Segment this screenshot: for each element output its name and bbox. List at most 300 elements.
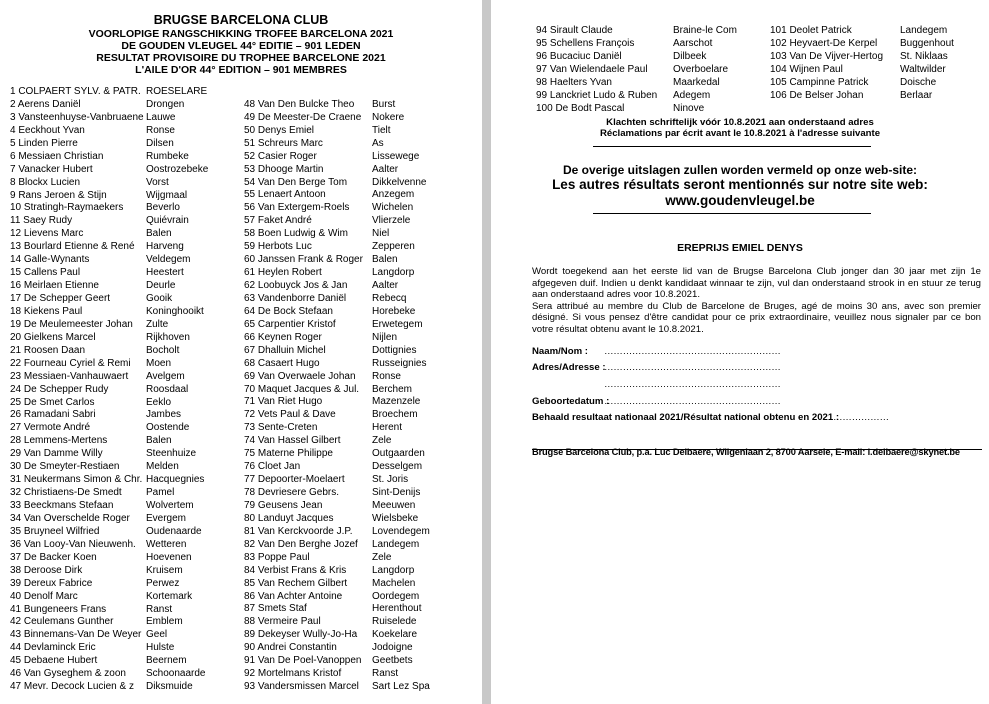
participant-name: 100 De Bodt Pascal [536, 102, 625, 114]
participant-name: 44 Devlaminck Eric [10, 642, 96, 654]
participant-name: 58 Boen Ludwig & Wim [244, 228, 348, 240]
result-row [10, 500, 242, 513]
result-row [10, 332, 242, 345]
result-row [10, 151, 242, 164]
results-column-1 [10, 86, 242, 694]
participant-name: 42 Ceulemans Gunther [10, 616, 114, 628]
result-row [244, 513, 482, 526]
results-column-3 [536, 25, 776, 116]
participant-city: Emblem [146, 616, 183, 628]
participant-name: 37 De Backer Koen [10, 551, 97, 563]
participant-name: 87 Smets Staf [244, 603, 307, 615]
participant-city: Meeuwen [372, 499, 416, 511]
participant-name: 41 Bungeneers Frans [10, 603, 107, 615]
participant-name: 56 Van Extergem-Roels [244, 202, 350, 214]
participant-name: 31 Neukermans Simon & Chr. [10, 474, 143, 486]
result-row [10, 345, 242, 358]
result-row [536, 51, 776, 64]
result-row [10, 513, 242, 526]
participant-city: Niel [372, 228, 390, 240]
participant-city: St. Joris [372, 474, 409, 486]
result-row [10, 228, 242, 241]
participant-name: 64 De Bock Stefaan [244, 305, 333, 317]
participant-city: Aarschot [673, 37, 713, 49]
result-row [244, 332, 482, 345]
result-row [244, 384, 482, 397]
participant-city: Beernem [146, 655, 187, 667]
divider [593, 213, 871, 214]
participant-name: 96 Bucaciuc Daniël [536, 50, 622, 62]
result-row [244, 267, 482, 280]
participant-name: 32 Christiaens-De Smedt [10, 487, 122, 499]
participant-city: Rebecq [372, 292, 407, 304]
result-row [244, 202, 482, 215]
participant-name: 85 Van Rechem Gilbert [244, 577, 348, 589]
result-row [536, 77, 776, 90]
participant-name: 13 Bourlard Etienne & René [10, 241, 135, 253]
participant-city: Zele [372, 435, 392, 447]
participant-name: 45 Debaene Hubert [10, 655, 98, 667]
participant-city: Herent [372, 422, 403, 434]
participant-city: Oostrozebeke [146, 163, 209, 175]
form-name-label: Naam/Nom : [532, 346, 588, 357]
participant-name: 12 Lievens Marc [10, 228, 84, 240]
participant-name: 68 Casaert Hugo [244, 357, 320, 369]
result-row [10, 267, 242, 280]
participant-name: 84 Verbist Frans & Kris [244, 564, 347, 576]
result-row [244, 422, 482, 435]
participant-name: 61 Heylen Robert [244, 267, 322, 279]
participant-city: Kruisem [146, 564, 183, 576]
participant-name: 72 Vets Paul & Dave [244, 409, 336, 421]
participant-name: 70 Maquet Jacques & Jul. [244, 383, 360, 395]
participant-name: 4 Eeckhout Yvan [10, 124, 85, 136]
participant-city: Eeklo [146, 396, 172, 408]
participant-name: 26 Ramadani Sabri [10, 409, 96, 421]
participant-city: Herenthout [372, 603, 422, 615]
participant-name: 82 Van Den Berghe Jozef [244, 538, 358, 550]
participant-name: 30 De Smeyter-Restiaen [10, 461, 120, 473]
participant-name: 104 Wijnen Paul [770, 63, 843, 75]
participant-city: Zulte [146, 318, 169, 330]
participant-name: 75 Materne Philippe [244, 448, 333, 460]
participant-city: Nijlen [372, 331, 398, 343]
result-row [10, 190, 242, 203]
result-row [536, 38, 776, 51]
participant-city: Rijkhoven [146, 331, 190, 343]
participant-name: 103 Van De Vijver-Hertog [770, 50, 884, 62]
participant-city: Deurle [146, 280, 176, 292]
participant-city: Oordegem [372, 590, 420, 602]
participant-name: 60 Janssen Frank & Roger [244, 254, 363, 266]
result-row [10, 254, 242, 267]
participant-city: Adegem [673, 89, 711, 101]
results-page-left [0, 0, 482, 704]
result-row [244, 448, 482, 461]
participant-city: Broechem [372, 409, 418, 421]
result-row [244, 228, 482, 241]
result-row [244, 616, 482, 629]
participant-name: 91 Van De Poel-Vanoppen [244, 655, 362, 667]
result-row [244, 552, 482, 565]
participant-city: Kortemark [146, 590, 193, 602]
result-row [244, 474, 482, 487]
participant-city: Quiévrain [146, 215, 189, 227]
result-row [10, 241, 242, 254]
participant-city: Doische [900, 76, 937, 88]
participant-name: 71 Van Riet Hugo [244, 396, 323, 408]
result-row [244, 396, 482, 409]
participant-name: 65 Carpentier Kristof [244, 318, 336, 330]
result-row [244, 461, 482, 474]
participant-name: 43 Binnemans-Van De Weyer [10, 629, 142, 641]
participant-name: 46 Van Gyseghem & zoon [10, 668, 126, 680]
participant-name: 55 Lenaert Antoon [244, 189, 326, 201]
result-row [770, 77, 989, 90]
participant-name: 34 Van Overschelde Roger [10, 512, 130, 524]
participant-city: St. Niklaas [900, 50, 948, 62]
participant-name: 1 COLPAERT SYLV. & PATR. [10, 86, 141, 97]
result-row [244, 487, 482, 500]
participant-name: 105 Campinne Patrick [770, 76, 869, 88]
participant-name: 86 Van Achter Antoine [244, 590, 343, 602]
participant-name: 40 Denolf Marc [10, 590, 78, 602]
participant-name: 48 Van Den Bulcke Theo [244, 98, 355, 110]
result-row [10, 358, 242, 371]
result-row [10, 448, 242, 461]
participant-name: 20 Gielkens Marcel [10, 331, 96, 343]
participant-city: Vlierzele [372, 215, 411, 227]
participant-city: Berlaar [900, 89, 933, 101]
result-row [770, 64, 989, 77]
result-row [244, 578, 482, 591]
participant-name: 16 Meirlaen Etienne [10, 280, 99, 292]
participant-city: Roosdaal [146, 383, 189, 395]
result-row [244, 125, 482, 138]
footer-address: Brugse Barcelona Club, p.a. Luc Delbaere, Wilgenlaan 2, 8700 Aarsele, E-mail: l.delbaere@skynet.be [532, 447, 960, 457]
participant-city: Wijgmaal [146, 189, 188, 201]
participant-city: Lovendegem [372, 525, 430, 537]
participant-city: Outgaarden [372, 448, 425, 460]
participant-name: 92 Mortelmans Kristof [244, 668, 342, 680]
participant-city: Dilsen [146, 137, 174, 149]
participant-city: Avelgem [146, 370, 185, 382]
form-birthdate-label: Geboortedatum : [532, 396, 610, 407]
prize-description [532, 266, 981, 336]
result-row [244, 603, 482, 616]
participant-name: 52 Casier Roger [244, 150, 317, 162]
participant-city: Heestert [146, 267, 184, 279]
participant-name: 47 Mevr. Decock Lucien & z [10, 681, 134, 693]
participant-name: 23 Messiaen-Vanhauwaert [10, 370, 129, 382]
participant-city: Drongen [146, 98, 185, 110]
participant-city: Aalter [372, 280, 399, 292]
result-row [244, 500, 482, 513]
participant-name: 93 Vandersmissen Marcel [244, 681, 359, 693]
participant-city: Vorst [146, 176, 169, 188]
result-row [10, 280, 242, 293]
participant-city: Rumbeke [146, 150, 189, 162]
result-row [10, 668, 242, 681]
result-row [244, 655, 482, 668]
participant-name: 98 Haelters Yvan [536, 76, 612, 88]
result-row [244, 371, 482, 384]
participant-name: 3 Vansteenhuyse-Vanbruaene [10, 111, 144, 123]
prize-text-nl: Wordt toegekend aan het eerste lid van de Brugse Barcelona Club jonger dan 30 jaar met zijn 1e afgegeven duif. Indien u denkt kandidaat winnaar te zijn, vul dan onderstaand strook in en stuur ze terug aan onderstaand adres voor 10.8.2021. [532, 266, 981, 301]
result-row [10, 604, 242, 617]
result-row [244, 319, 482, 332]
participant-city: Buggenhout [900, 37, 954, 49]
participant-name: 81 Van Kerckvoorde J.P. [244, 525, 353, 537]
participant-name: 67 Dhalluin Michel [244, 344, 326, 356]
participant-name: 88 Vermeire Paul [244, 616, 321, 628]
result-row [244, 306, 482, 319]
participant-city: Jambes [146, 409, 182, 421]
result-row [10, 371, 242, 384]
participant-name: 11 Saey Rudy [10, 215, 73, 227]
result-row [244, 539, 482, 552]
participant-name: 22 Fourneau Cyriel & Remi [10, 357, 131, 369]
participant-city: Nokere [372, 111, 405, 123]
participant-city: Ronse [372, 370, 401, 382]
participant-city: Russeignies [372, 357, 427, 369]
result-row [10, 306, 242, 319]
result-row [10, 642, 242, 655]
participant-name: 8 Blockx Lucien [10, 176, 81, 188]
result-row [10, 526, 242, 539]
participant-city: Steenhuize [146, 448, 197, 460]
result-row [10, 99, 242, 112]
participant-city: Burst [372, 98, 396, 110]
participant-city: Anzegem [372, 189, 415, 201]
form-result-field[interactable]: ……………… [833, 412, 889, 423]
header-line-2: DE GOUDEN VLEUGEL 44° EDITIE – 901 LEDEN [121, 40, 361, 52]
result-row [10, 565, 242, 578]
participant-city: Wetteren [146, 538, 187, 550]
result-row [244, 177, 482, 190]
result-row [10, 422, 242, 435]
participant-name: 59 Herbots Luc [244, 241, 312, 253]
result-row [10, 539, 242, 552]
result-row [244, 164, 482, 177]
result-row [244, 435, 482, 448]
participant-name: 33 Beeckmans Stefaan [10, 500, 114, 511]
participant-name: 83 Poppe Paul [244, 551, 310, 563]
participant-city: Gooik [146, 293, 173, 304]
participant-city: Dikkelvenne [372, 176, 427, 188]
participant-city: Veldegem [146, 254, 191, 266]
result-row [244, 629, 482, 642]
result-row [10, 435, 242, 448]
participant-name: 106 De Belser Johan [770, 89, 864, 101]
participant-city: Balen [146, 228, 172, 240]
result-row [244, 189, 482, 202]
result-row [10, 293, 242, 306]
results-column-2 [244, 99, 482, 694]
participant-city: Sart Lez Spa [372, 681, 430, 693]
participant-name: 76 Cloet Jan [244, 461, 301, 473]
participant-city: Lissewege [372, 150, 420, 162]
participant-name: 9 Rans Jeroen & Stijn [10, 189, 107, 201]
result-row [536, 103, 776, 116]
participant-city: Desselgem [372, 461, 423, 473]
result-row [244, 151, 482, 164]
participant-city: Koekelare [372, 629, 418, 641]
participant-name: 79 Geusens Jean [244, 499, 323, 511]
result-row [244, 293, 482, 306]
participant-name: 63 Vandenborre Daniël [244, 292, 347, 304]
participant-city: Waltwilder [900, 63, 946, 75]
website-nl: De overige uitslagen zullen worden vermeld op onze web-site: [562, 163, 918, 177]
prize-title: EREPRIJS EMIEL DENYS [677, 242, 803, 254]
participant-city: Balen [146, 435, 172, 447]
participant-city: Dottignies [372, 344, 417, 356]
result-row [244, 358, 482, 371]
participant-name: 62 Loobuyck Jos & Jan [244, 280, 348, 292]
participant-city: Diksmuide [146, 681, 193, 693]
result-row [10, 112, 242, 125]
participant-city: Balen [372, 254, 398, 266]
participant-city: Ranst [146, 603, 173, 615]
result-row [244, 642, 482, 655]
participant-name: 39 Dereux Fabrice [10, 577, 93, 589]
results-page-right [491, 0, 989, 704]
result-row [244, 215, 482, 228]
participant-city: Evergem [146, 512, 187, 524]
participant-city: Wolvertem [146, 500, 194, 511]
participant-name: 89 Dekeyser Wully-Jo-Ha [244, 629, 358, 641]
result-row [244, 345, 482, 358]
result-row [244, 254, 482, 267]
participant-city: Langdorp [372, 564, 415, 576]
result-row [244, 591, 482, 604]
result-row [10, 125, 242, 138]
participant-city: Landegem [372, 538, 420, 550]
participant-city: Tielt [372, 124, 391, 136]
form-birthdate-field[interactable]: ………………………………………………… [604, 396, 781, 407]
result-row [770, 51, 989, 64]
claims-nl: Klachten schriftelijk vóór 10.8.2021 aan onderstaand adres [606, 117, 874, 128]
result-row [10, 655, 242, 668]
participant-name: 21 Roosen Daan [10, 344, 86, 356]
participant-name: 36 Van Looy-Van Nieuwenh. [10, 538, 136, 550]
result-row [10, 681, 242, 694]
form-address-field[interactable]: ………………………………………………… [604, 362, 781, 373]
result-row [10, 487, 242, 500]
result-row [10, 409, 242, 422]
participant-city: Oudenaarde [146, 525, 202, 537]
result-row [10, 552, 242, 565]
result-row [10, 215, 242, 228]
participant-name: 97 Van Wielendaele Paul [536, 63, 648, 75]
result-row [244, 99, 482, 112]
participant-name: 80 Landuyt Jacques [244, 512, 334, 524]
result-row [10, 138, 242, 151]
participant-city: Perwez [146, 577, 180, 589]
participant-city: Oostende [146, 422, 190, 434]
form-address-field-2[interactable]: ………………………………………………… [604, 379, 781, 390]
participant-name: 6 Messiaen Christian [10, 150, 104, 162]
participant-city: As [372, 137, 384, 149]
participant-city: ROESELARE [146, 86, 208, 97]
divider [593, 146, 871, 147]
result-row [10, 319, 242, 332]
participant-name: 50 Denys Emiel [244, 124, 315, 136]
participant-city: Zele [372, 551, 392, 563]
participant-name: 24 De Schepper Rudy [10, 383, 109, 395]
participant-city: Ronse [146, 124, 175, 136]
participant-city: Sint-Denijs [372, 487, 421, 499]
result-row [10, 177, 242, 190]
result-row [10, 86, 242, 99]
participant-city: Melden [146, 461, 179, 473]
participant-city: Wielsbeke [372, 512, 419, 524]
header-line-3: RESULTAT PROVISOIRE DU TROPHEE BARCELONE 2021 [96, 52, 386, 64]
participant-city: Hulste [146, 642, 175, 654]
header-line-1: VOORLOPIGE RANGSCHIKKING TROFEE BARCELONA 2021 [88, 28, 394, 40]
participant-name: 99 Lanckriet Ludo & Ruben [536, 89, 658, 101]
participant-city: Ranst [372, 668, 399, 680]
website-fr: Les autres résultats seront mentionnés sur notre site web: [552, 177, 928, 192]
participant-city: Overboelare [673, 63, 729, 75]
result-row [536, 90, 776, 103]
participant-name: 2 Aerens Daniël [10, 98, 81, 110]
participant-name: 28 Lemmens-Mertens [10, 435, 108, 447]
result-row [10, 461, 242, 474]
participant-city: Pamel [146, 487, 175, 499]
result-row [244, 681, 482, 694]
participant-name: 17 De Schepper Geert [10, 293, 111, 304]
results-column-4 [770, 25, 989, 103]
participant-name: 69 Van Overwaele Johan [244, 370, 356, 382]
result-row [10, 629, 242, 642]
form-name-field[interactable]: ………………………………………………… [604, 346, 781, 357]
participant-city: Koninghooikt [146, 305, 204, 317]
result-row [244, 241, 482, 254]
result-row [10, 397, 242, 410]
participant-city: Dilbeek [673, 50, 707, 62]
form-result-label: Behaald resultaat nationaal 2021/Résultat national obtenu en 2021 : [532, 412, 840, 423]
result-row [10, 474, 242, 487]
result-row [244, 280, 482, 293]
participant-city: Landegem [900, 25, 948, 36]
participant-city: Beverlo [146, 202, 180, 214]
result-row [10, 578, 242, 591]
participant-city: Hoevenen [146, 551, 192, 563]
result-row [244, 526, 482, 539]
participant-name: 29 Van Damme Willy [10, 448, 103, 460]
participant-name: 95 Schellens François [536, 37, 635, 49]
result-row [244, 668, 482, 681]
website-url: www.goudenvleugel.be [665, 193, 815, 208]
result-row [10, 384, 242, 397]
result-row [10, 591, 242, 604]
participant-city: Mazenzele [372, 396, 421, 408]
result-row [10, 202, 242, 215]
participant-city: Ninove [673, 102, 705, 114]
participant-city: Geel [146, 629, 168, 641]
participant-name: 25 De Smet Carlos [10, 396, 95, 408]
participant-city: Machelen [372, 577, 416, 589]
participant-name: 38 Deroose Dirk [10, 564, 83, 576]
header-line-4: L'AILE D'OR 44° EDITION – 901 MEMBRES [135, 64, 347, 76]
participant-city: Wichelen [372, 202, 414, 214]
participant-city: Aalter [372, 163, 399, 175]
participant-name: 27 Vermote André [10, 422, 91, 434]
participant-name: 7 Vanacker Hubert [10, 163, 93, 175]
participant-name: 35 Bruyneel Wilfried [10, 525, 100, 537]
participant-name: 77 Depoorter-Moelaert [244, 474, 345, 486]
